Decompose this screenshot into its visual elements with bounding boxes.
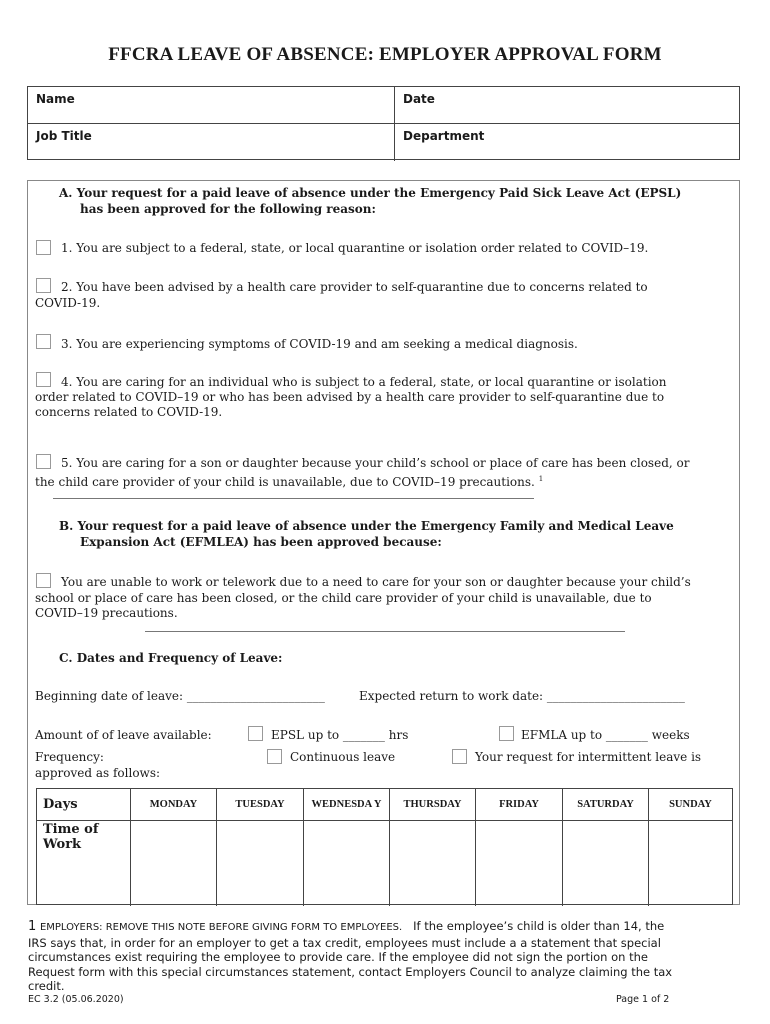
footnote-text-1: If the employee’s child is older than 14, the bbox=[413, 919, 665, 933]
department-field[interactable] bbox=[395, 124, 741, 161]
efmlea-checkbox[interactable] bbox=[36, 573, 51, 588]
amount-label: Amount of of leave available: bbox=[35, 728, 212, 742]
sunday-time-cell[interactable] bbox=[649, 821, 732, 906]
name-field[interactable] bbox=[28, 87, 395, 123]
day-header-monday: MONDAY bbox=[131, 789, 217, 821]
reason-4-text-cont: order related to COVID–19 or who has been advised by a health care provider to self-quarantine due to bbox=[35, 390, 665, 404]
efmlea-text-cont2: COVID–19 precautions. bbox=[35, 606, 178, 620]
footnote-text-5: credit. bbox=[28, 979, 65, 993]
reason-5-checkbox[interactable] bbox=[36, 454, 51, 469]
job-title-field[interactable] bbox=[28, 124, 395, 161]
expected-return-field[interactable]: Expected return to work date: _______________________ bbox=[359, 689, 685, 703]
page-number: Page 1 of 2 bbox=[616, 994, 670, 1005]
divider-b bbox=[145, 631, 625, 632]
efmlea-text-cont: school or place of care has been closed, or the child care provider of your child is unavailable, due to bbox=[35, 591, 652, 605]
reason-3-text: 3. You are experiencing symptoms of COVID-19 and am seeking a medical diagnosis. bbox=[61, 337, 578, 351]
day-header-saturday: SATURDAY bbox=[563, 789, 649, 821]
footnote-text-4: Request form with this special circumstances statement, contact Employers Council to analyze claiming the tax bbox=[28, 964, 673, 979]
intermittent-checkbox[interactable] bbox=[452, 749, 467, 764]
thursday-time-cell[interactable] bbox=[390, 821, 476, 906]
reason-4-text: 4. You are caring for an individual who is subject to a federal, state, or local quarantine or isolation bbox=[61, 375, 667, 389]
day-header-sunday: SUNDAY bbox=[649, 789, 732, 821]
reason-2-text-cont: COVID-19. bbox=[35, 296, 101, 310]
leave-schedule-table bbox=[36, 788, 733, 905]
section-b-heading-2: Expansion Act (EFMLEA) has been approved because: bbox=[80, 535, 442, 549]
beginning-date-field[interactable]: Beginning date of leave: _______________________ bbox=[35, 689, 325, 703]
reason-2-text: 2. You have been advised by a health care provider to self-quarantine due to concerns related to bbox=[61, 280, 648, 294]
reason-3-checkbox[interactable] bbox=[36, 334, 51, 349]
day-header-friday: FRIDAY bbox=[476, 789, 563, 821]
footnote bbox=[28, 919, 740, 994]
employee-info-table bbox=[27, 86, 740, 160]
frequency-label: Frequency: bbox=[35, 750, 104, 764]
reason-5-text-cont: the child care provider of your child is unavailable, due to COVID–19 precautions. $^1$ bbox=[35, 475, 544, 489]
section-a-heading-1: A. Your request for a paid leave of absence under the Emergency Paid Sick Leave Act (EPSL) bbox=[59, 186, 682, 200]
tuesday-time-cell[interactable] bbox=[217, 821, 304, 906]
footnote-caps-note: EMPLOYERS: REMOVE THIS NOTE BEFORE GIVING FORM TO EMPLOYEES. bbox=[39, 922, 403, 933]
name-label: Name bbox=[36, 92, 75, 106]
continuous-checkbox[interactable] bbox=[267, 749, 282, 764]
intermittent-option-text: Your request for intermittent leave is bbox=[475, 750, 702, 764]
section-c-heading: C. Dates and Frequency of Leave: bbox=[59, 651, 283, 665]
wednesday-time-cell[interactable] bbox=[304, 821, 390, 906]
epsl-checkbox[interactable] bbox=[248, 726, 263, 741]
reason-4-text-cont2: concerns related to COVID-19. bbox=[35, 405, 223, 419]
time-of-work-label: Time of Work bbox=[37, 821, 131, 906]
approval-section-box bbox=[27, 180, 740, 905]
efmla-option-text: EFMLA up to _______ weeks bbox=[521, 728, 690, 742]
section-a-heading-2: has been approved for the following reason: bbox=[80, 202, 376, 216]
reason-5-text: 5. You are caring for a son or daughter because your child’s school or place of care has been closed, or bbox=[61, 456, 690, 470]
efmla-checkbox[interactable] bbox=[499, 726, 514, 741]
form-title: FFCRA LEAVE OF ABSENCE: EMPLOYER APPROVAL FORM bbox=[108, 44, 662, 65]
date-label: Date bbox=[403, 92, 435, 106]
reason-2-checkbox[interactable] bbox=[36, 278, 51, 293]
days-header: Days bbox=[37, 789, 131, 821]
footnote-text-2: IRS says that, in order for an employer to get a tax credit, employees must include a a statement that special bbox=[28, 935, 661, 950]
footnote-number: 1 bbox=[28, 919, 37, 934]
day-header-tuesday: TUESDAY bbox=[217, 789, 304, 821]
reason-1-checkbox[interactable] bbox=[36, 240, 51, 255]
department-label: Department bbox=[403, 129, 485, 143]
divider-a bbox=[53, 498, 534, 499]
day-header-wednesday: WEDNESDA Y bbox=[304, 789, 390, 821]
footnote-text-3: circumstances exist requiring the employee to provide care. If the employee did not sign the portion on the bbox=[28, 950, 648, 964]
footnote-ref: 1 bbox=[538, 475, 544, 483]
reason-1-text: 1. You are subject to a federal, state, or local quarantine or isolation order related to COVID–19. bbox=[61, 241, 649, 255]
day-header-thursday: THURSDAY bbox=[390, 789, 476, 821]
job-title-label: Job Title bbox=[36, 129, 92, 143]
monday-time-cell[interactable] bbox=[131, 821, 217, 906]
continuous-option-text: Continuous leave bbox=[290, 750, 396, 764]
saturday-time-cell[interactable] bbox=[563, 821, 649, 906]
form-code: EC 3.2 (05.06.2020) bbox=[28, 994, 124, 1005]
efmlea-text: You are unable to work or telework due to a need to care for your son or daughter because your child’s bbox=[61, 575, 691, 589]
epsl-option-text: EPSL up to _______ hrs bbox=[271, 728, 409, 742]
friday-time-cell[interactable] bbox=[476, 821, 563, 906]
approved-as-text: approved as follows: bbox=[35, 766, 161, 780]
section-b-heading-1: B. Your request for a paid leave of absence under the Emergency Family and Medical Leave bbox=[59, 519, 674, 533]
reason-4-checkbox[interactable] bbox=[36, 372, 51, 387]
date-field[interactable] bbox=[395, 87, 741, 123]
